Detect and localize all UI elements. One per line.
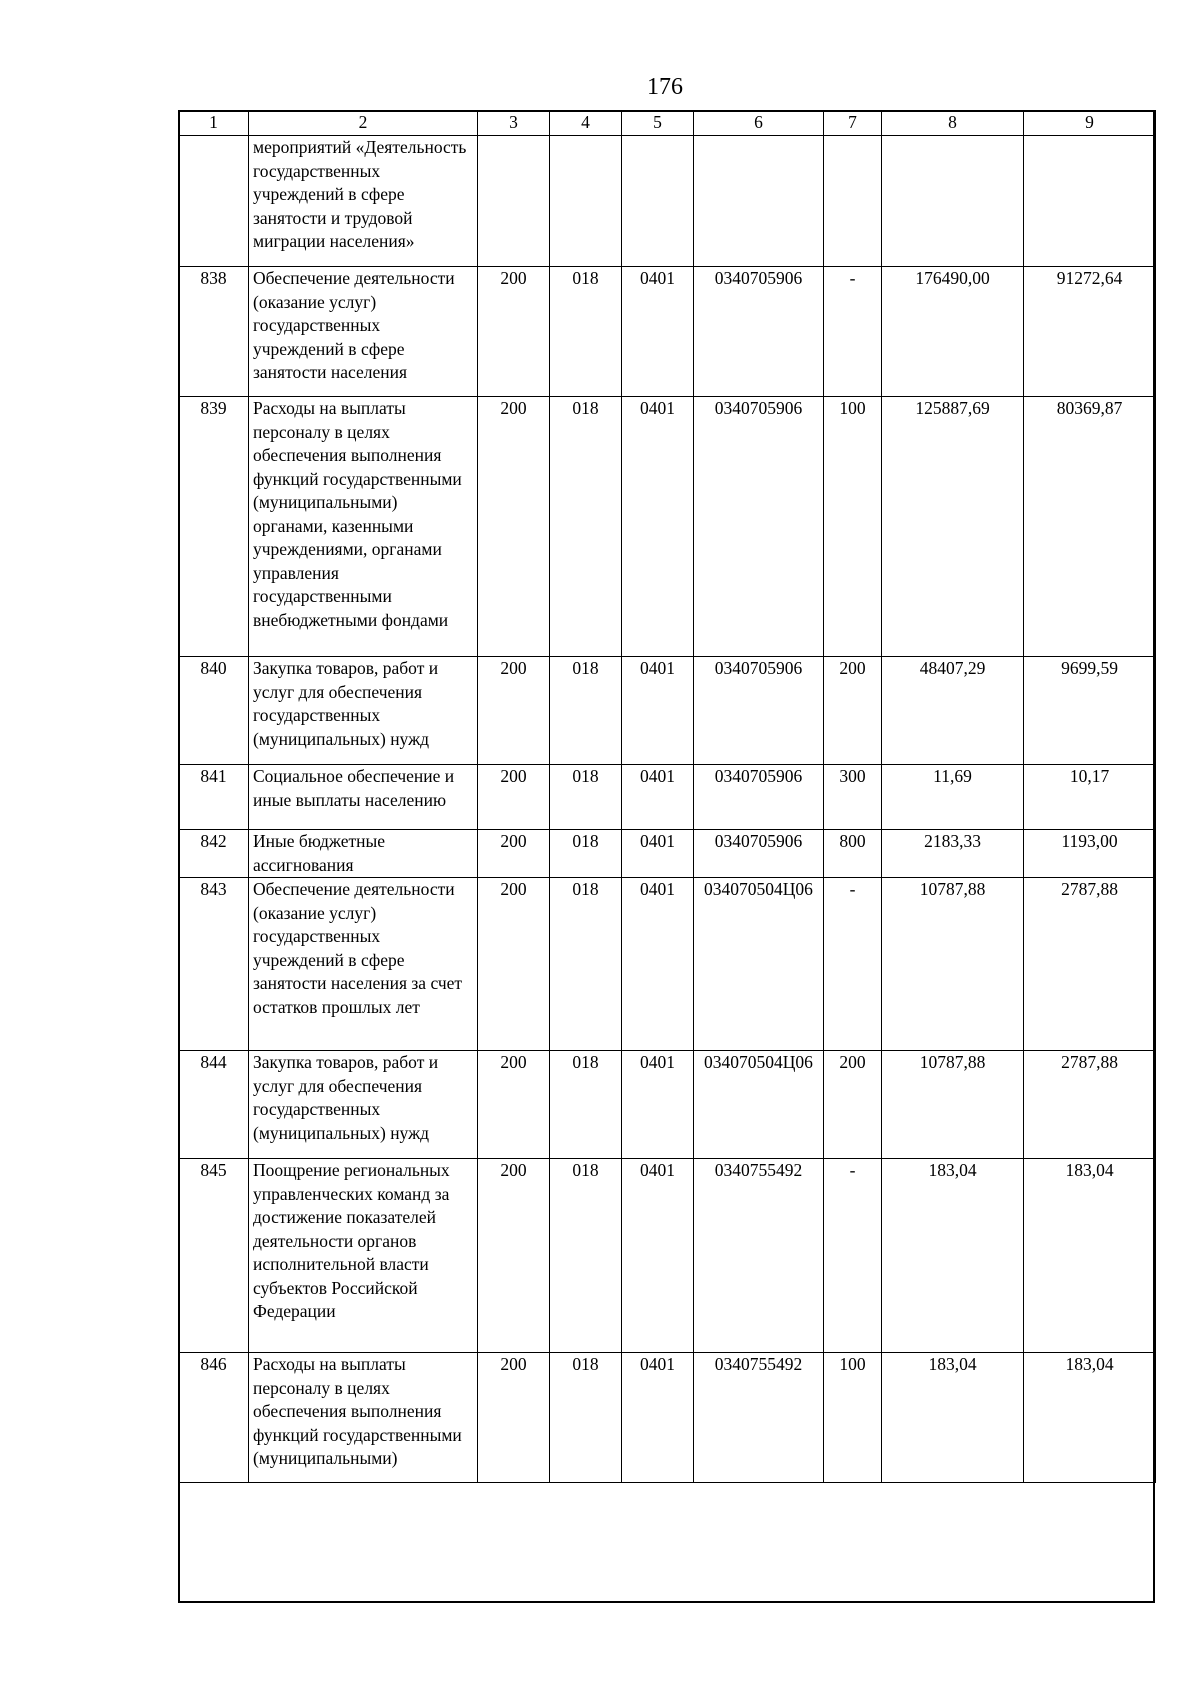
cell-amount-plan: 2183,33: [882, 830, 1024, 878]
row-number: [179, 136, 249, 267]
cell-amount-actual: 91272,64: [1024, 267, 1156, 397]
row-description: Расходы на выплаты персоналу в целях обеспечения выполнения функций государственными (муниципальными) органами, казенными учреждениями, органами управления государственными внебюджетными фондами: [249, 397, 478, 657]
row-number: 839: [179, 397, 249, 657]
cell-ministry: 018: [550, 878, 622, 1051]
cell-ministry: 018: [550, 1051, 622, 1159]
row-number: 841: [179, 765, 249, 830]
cell-section: 200: [478, 765, 550, 830]
cell-ministry: 018: [550, 657, 622, 765]
cell-amount-actual: 183,04: [1024, 1353, 1156, 1483]
cell-ministry: 018: [550, 1353, 622, 1483]
column-header: 6: [694, 111, 824, 136]
cell-ministry: [550, 136, 622, 267]
cell-section: 200: [478, 1353, 550, 1483]
column-header: 9: [1024, 111, 1156, 136]
cell-subsection: 0401: [622, 830, 694, 878]
header-row: [179, 111, 1156, 136]
cell-section: 200: [478, 657, 550, 765]
cell-amount-plan: 10787,88: [882, 1051, 1024, 1159]
cell-amount-actual: 1193,00: [1024, 830, 1156, 878]
row-description: Обеспечение деятельности (оказание услуг) государственных учреждений в сфере занятости населения за счет остатков прошлых лет: [249, 878, 478, 1051]
cell-expense-type: [824, 136, 882, 267]
cell-expense-type: 100: [824, 1353, 882, 1483]
row-number: 838: [179, 267, 249, 397]
cell-expense-type: 100: [824, 397, 882, 657]
cell-subsection: 0401: [622, 765, 694, 830]
cell-subsection: 0401: [622, 657, 694, 765]
table-row: [179, 1159, 1156, 1353]
column-header: 3: [478, 111, 550, 136]
column-header: 5: [622, 111, 694, 136]
cell-subsection: 0401: [622, 1353, 694, 1483]
cell-expense-type: 200: [824, 1051, 882, 1159]
cell-amount-plan: [882, 136, 1024, 267]
cell-subsection: [622, 136, 694, 267]
cell-ministry: 018: [550, 830, 622, 878]
cell-amount-actual: 2787,88: [1024, 1051, 1156, 1159]
cell-expense-type: -: [824, 267, 882, 397]
cell-target-article: 0340705906: [694, 267, 824, 397]
budget-table: [178, 110, 1156, 1483]
cell-subsection: 0401: [622, 1159, 694, 1353]
cell-amount-actual: 80369,87: [1024, 397, 1156, 657]
cell-amount-plan: 176490,00: [882, 267, 1024, 397]
cell-target-article: 0340705906: [694, 657, 824, 765]
cell-target-article: 034070504Ц06: [694, 878, 824, 1051]
table-row: [179, 397, 1156, 657]
cell-section: 200: [478, 267, 550, 397]
cell-section: 200: [478, 878, 550, 1051]
cell-ministry: 018: [550, 1159, 622, 1353]
row-number: 840: [179, 657, 249, 765]
table-row: [179, 136, 1156, 267]
cell-amount-actual: 10,17: [1024, 765, 1156, 830]
row-number: 845: [179, 1159, 249, 1353]
cell-subsection: 0401: [622, 267, 694, 397]
table-row: [179, 1353, 1156, 1483]
cell-target-article: 0340755492: [694, 1159, 824, 1353]
cell-amount-plan: 125887,69: [882, 397, 1024, 657]
cell-target-article: 0340705906: [694, 397, 824, 657]
cell-expense-type: 800: [824, 830, 882, 878]
cell-amount-actual: 183,04: [1024, 1159, 1156, 1353]
table-row: [179, 267, 1156, 397]
cell-target-article: 0340755492: [694, 1353, 824, 1483]
cell-expense-type: -: [824, 1159, 882, 1353]
table-row: [179, 830, 1156, 878]
row-description: Закупка товаров, работ и услуг для обеспечения государственных (муниципальных) нужд: [249, 657, 478, 765]
table-row: [179, 657, 1156, 765]
column-header: 2: [249, 111, 478, 136]
cell-amount-plan: 183,04: [882, 1159, 1024, 1353]
row-description: Иные бюджетные ассигнования: [249, 830, 478, 878]
cell-amount-actual: [1024, 136, 1156, 267]
cell-expense-type: 300: [824, 765, 882, 830]
row-number: 842: [179, 830, 249, 878]
cell-target-article: 034070504Ц06: [694, 1051, 824, 1159]
cell-amount-plan: 11,69: [882, 765, 1024, 830]
cell-amount-plan: 183,04: [882, 1353, 1024, 1483]
cell-section: [478, 136, 550, 267]
cell-amount-actual: 2787,88: [1024, 878, 1156, 1051]
cell-ministry: 018: [550, 267, 622, 397]
cell-target-article: 0340705906: [694, 830, 824, 878]
table-row: [179, 878, 1156, 1051]
cell-amount-plan: 48407,29: [882, 657, 1024, 765]
cell-subsection: 0401: [622, 397, 694, 657]
table-row: [179, 765, 1156, 830]
column-header: 7: [824, 111, 882, 136]
cell-ministry: 018: [550, 765, 622, 830]
cell-section: 200: [478, 830, 550, 878]
cell-amount-plan: 10787,88: [882, 878, 1024, 1051]
page-number: 176: [647, 74, 683, 100]
cell-section: 200: [478, 1051, 550, 1159]
cell-subsection: 0401: [622, 1051, 694, 1159]
cell-section: 200: [478, 1159, 550, 1353]
row-description: мероприятий «Деятельность государственных учреждений в сфере занятости и трудовой миграции населения»: [249, 136, 478, 267]
column-header: 8: [882, 111, 1024, 136]
row-description: Социальное обеспечение и иные выплаты населению: [249, 765, 478, 830]
cell-target-article: [694, 136, 824, 267]
row-number: 844: [179, 1051, 249, 1159]
row-description: Обеспечение деятельности (оказание услуг) государственных учреждений в сфере занятости населения: [249, 267, 478, 397]
cell-ministry: 018: [550, 397, 622, 657]
cell-amount-actual: 9699,59: [1024, 657, 1156, 765]
row-description: Поощрение региональных управленческих команд за достижение показателей деятельности органов исполнительной власти субъектов Российской Федерации: [249, 1159, 478, 1353]
cell-target-article: 0340705906: [694, 765, 824, 830]
cell-expense-type: 200: [824, 657, 882, 765]
row-description: Расходы на выплаты персоналу в целях обеспечения выполнения функций государственными (муниципальными): [249, 1353, 478, 1483]
table-row: [179, 1051, 1156, 1159]
cell-section: 200: [478, 397, 550, 657]
cell-expense-type: -: [824, 878, 882, 1051]
column-header: 4: [550, 111, 622, 136]
cell-subsection: 0401: [622, 878, 694, 1051]
row-description: Закупка товаров, работ и услуг для обеспечения государственных (муниципальных) нужд: [249, 1051, 478, 1159]
column-header: 1: [179, 111, 249, 136]
row-number: 846: [179, 1353, 249, 1483]
row-number: 843: [179, 878, 249, 1051]
